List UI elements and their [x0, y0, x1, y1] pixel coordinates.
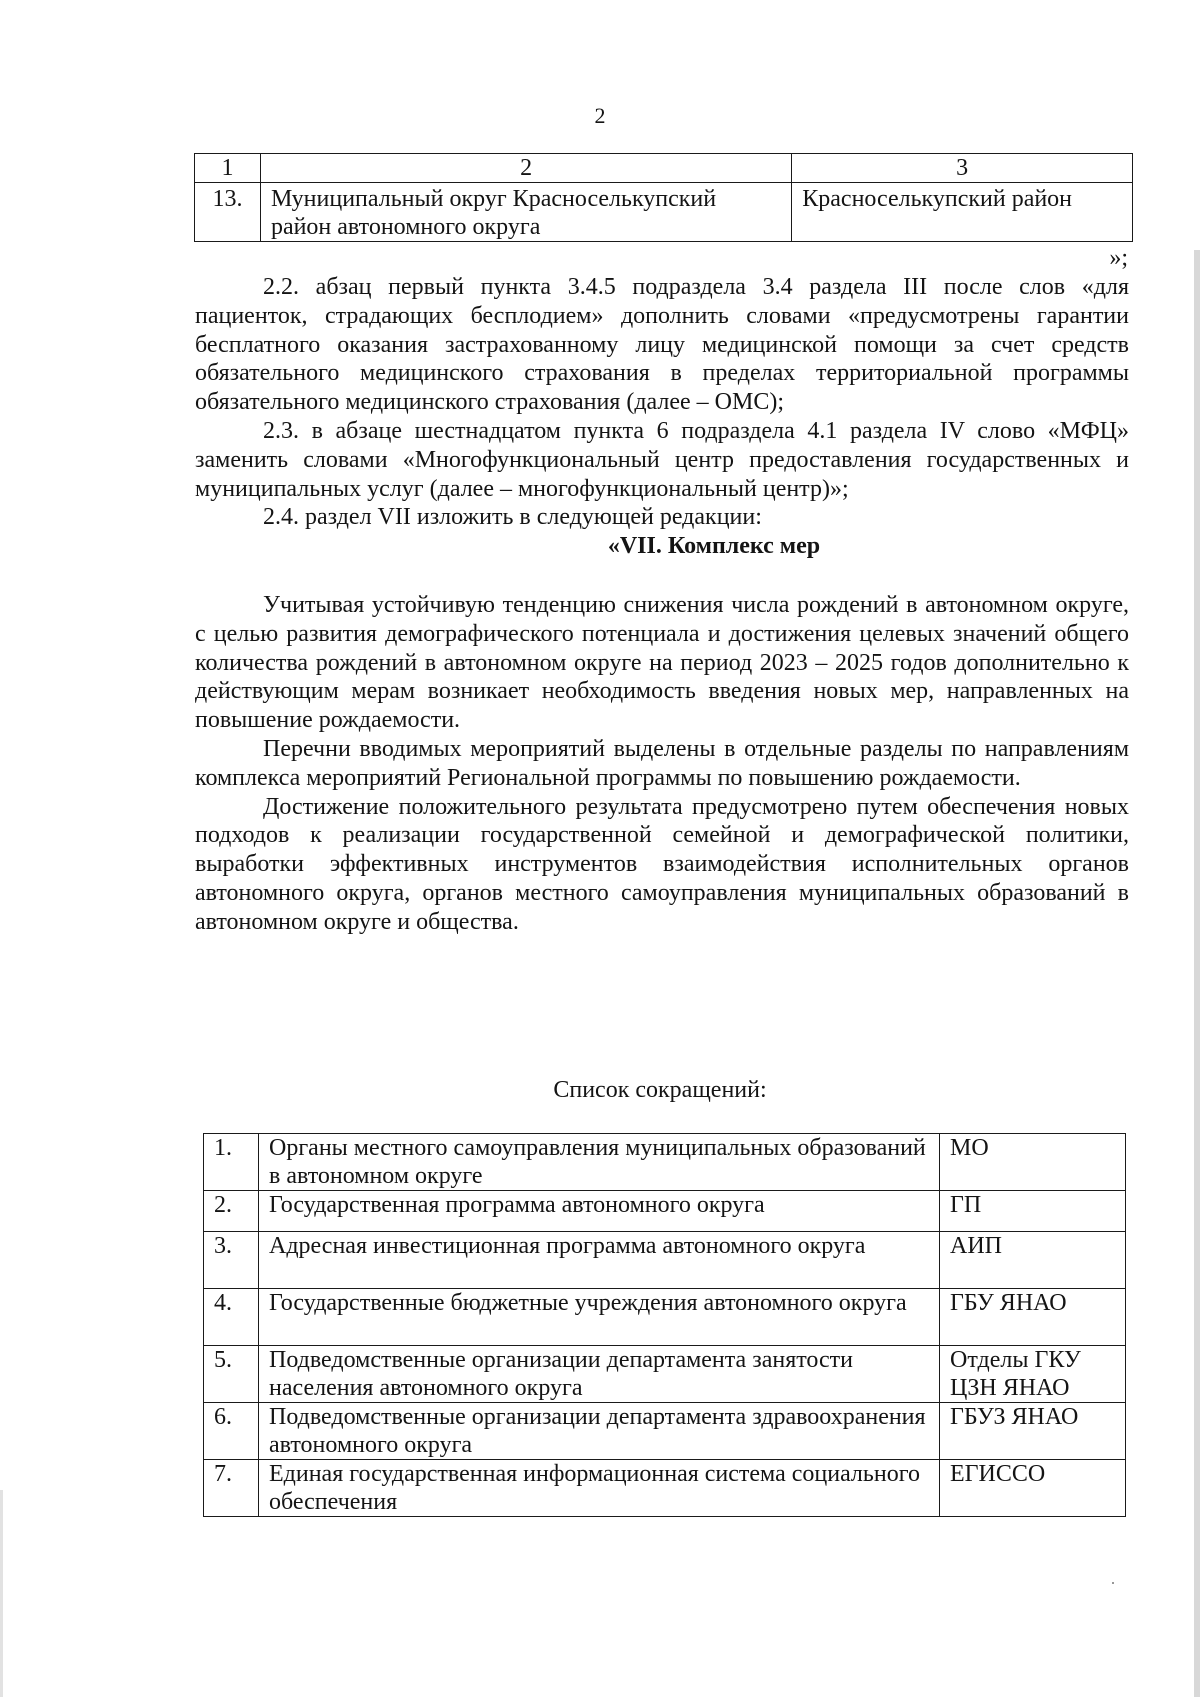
row-number: 7. [204, 1460, 259, 1517]
column-number-1: 1 [195, 154, 261, 183]
districts-table-fragment [194, 153, 1133, 242]
full-name: Единая государственная информационная система социального обеспечения [259, 1460, 940, 1517]
row-number: 6. [204, 1403, 259, 1460]
paragraph-2-4: 2.4. раздел VII изложить в следующей редакции: [263, 504, 762, 531]
full-name: Органы местного самоуправления муниципальных образований в автономном округе [259, 1134, 940, 1191]
table-row [204, 1460, 1126, 1517]
full-name: Подведомственные организации департамента занятости населения автономного округа [259, 1346, 940, 1403]
abbreviations-table [203, 1133, 1126, 1517]
scan-speck [1112, 1582, 1114, 1584]
table-row [204, 1289, 1126, 1346]
full-name: Подведомственные организации департамента здравоохранения автономного округа [259, 1403, 940, 1460]
table-row [204, 1134, 1126, 1191]
row-number: 5. [204, 1346, 259, 1403]
scan-edge-shadow-left [0, 1490, 3, 1697]
section-heading: «VII. Комплекс мер [607, 533, 821, 560]
row-number: 13. [195, 183, 261, 242]
abbreviation: ГБУ ЯНАО [940, 1289, 1126, 1346]
abbreviations-title: Список сокращений: [553, 1077, 767, 1103]
closing-quote: »; [1109, 245, 1128, 271]
paragraph-2-2: 2.2. абзац первый пункта 3.4.5 подраздела 3.4 раздела III после слов «для пациенток, страдающих бесплодием» дополнить словами «предусмотрены гарантии бесплатного оказания застрахованному лицу медицинской помощи за счет средств обязательного медицинского страхования в пределах территориальной программы обязательного медицинского страхования (далее – ОМС); [195, 274, 1129, 416]
abbreviation: АИП [940, 1232, 1126, 1289]
row-number: 3. [204, 1232, 259, 1289]
table-row [195, 183, 1133, 242]
table-row [204, 1346, 1126, 1403]
row-number: 1. [204, 1134, 259, 1191]
full-name: Адресная инвестиционная программа автономного округа [259, 1232, 940, 1289]
abbreviation: ГБУЗ ЯНАО [940, 1403, 1126, 1460]
paragraph-intro: Учитывая устойчивую тенденцию снижения числа рождений в автономном округе, с целью развития демографического потенциала и достижения целевых значений общего количества рождений в автономном округе на период 2023 – 2025 годов дополнительно к действующим мерам возникает необходимость введения новых мер, направленных на повышение рождаемости. [195, 591, 1129, 734]
table-row [204, 1191, 1126, 1232]
abbreviation: МО [940, 1134, 1126, 1191]
full-name: Государственная программа автономного округа [259, 1191, 940, 1232]
column-number-3: 3 [792, 154, 1133, 183]
document-body [195, 273, 1129, 937]
municipality-name: Муниципальный округ Красноселькупский район автономного округа [260, 183, 791, 242]
row-number: 2. [204, 1191, 259, 1232]
abbreviation: ЕГИССО [940, 1460, 1126, 1517]
abbreviation: Отделы ГКУ ЦЗН ЯНАО [940, 1346, 1126, 1403]
page-number: 2 [594, 103, 606, 128]
district-name: Красноселькупский район [792, 183, 1133, 242]
paragraph-measures-list: Перечни вводимых мероприятий выделены в отдельные разделы по направлениям комплекса мероприятий Региональной программы по повышению рождаемости. [195, 735, 1129, 791]
abbreviation: ГП [940, 1191, 1126, 1232]
column-number-2: 2 [260, 154, 791, 183]
table-row [204, 1232, 1126, 1289]
paragraph-result: Достижение положительного результата предусмотрено путем обеспечения новых подходов к реализации государственной семейной и демографической политики, выработки эффективных инструментов взаимодействия исполнительных органов автономного округа, органов местного самоуправления муниципальных образований в автономном округе и общества. [195, 793, 1129, 935]
full-name: Государственные бюджетные учреждения автономного округа [259, 1289, 940, 1346]
paragraph-2-3: 2.3. в абзаце шестнадцатом пункта 6 подраздела 4.1 раздела IV слово «МФЦ» заменить словами «Многофункциональный центр предоставления государственных и муниципальных услуг (далее – многофункциональный центр)»; [195, 417, 1129, 502]
row-number: 4. [204, 1289, 259, 1346]
table-row [204, 1403, 1126, 1460]
scan-edge-shadow [1194, 250, 1200, 1697]
table-header-row [195, 154, 1133, 183]
